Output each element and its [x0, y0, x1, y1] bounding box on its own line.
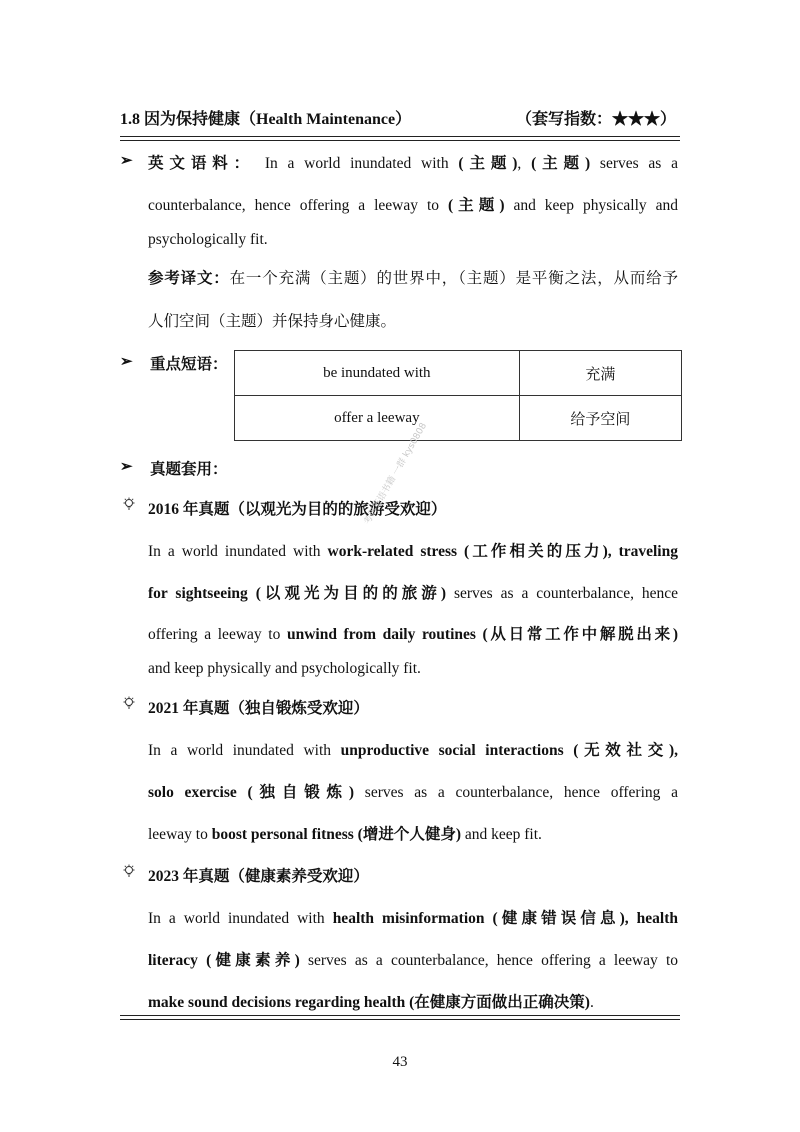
lightbulb-icon	[122, 696, 136, 714]
phrase-zh: 给予空间	[519, 396, 681, 441]
example-line: In a world inundated with health misinformation (健康错误信息), health	[148, 910, 678, 927]
corpus-line-2: counterbalance, hence offering a leeway to (主题) and keep physically and	[148, 197, 678, 214]
phrase-zh: 充满	[519, 351, 681, 396]
watermark: 考研英语书籍 一群 kys0808	[362, 421, 430, 527]
phrases-label: 重点短语：	[150, 356, 228, 373]
example-line: In a world inundated with work-related stress (工作相关的压力), traveling	[148, 543, 678, 560]
section-header	[120, 106, 680, 130]
table-row	[235, 351, 682, 396]
example-line: and keep physically and psychologically fit.	[148, 660, 421, 677]
page-number: 43	[392, 1054, 408, 1070]
header-rule-top	[120, 136, 680, 137]
corpus-label: 英文语料：	[148, 155, 256, 172]
example-line: In a world inundated with unproductive social interactions (无效社交),	[148, 742, 679, 759]
example-line: make sound decisions regarding health (在健康方面做出正确决策).	[148, 994, 594, 1011]
usage-label: 真题套用：	[150, 461, 228, 478]
translation-line-1: 参考译文：在一个充满（主题）的世界中，（主题）是平衡之法，从而给予	[148, 270, 678, 287]
phrase-en: offer a leeway	[235, 396, 520, 441]
example-line: solo exercise (独自锻炼) serves as a counterbalance, hence offering a	[148, 784, 678, 801]
footer-rule-top	[120, 1015, 680, 1016]
arrow-bullet-icon: ➢	[120, 153, 133, 169]
example-title: 2016 年真题（以观光为目的的旅游受欢迎）	[148, 501, 447, 518]
lightbulb-icon	[122, 497, 136, 515]
arrow-bullet-icon: ➢	[120, 459, 133, 475]
table-row	[235, 396, 682, 441]
example-line: literacy (健康素养) serves as a counterbalance, hence offering a leeway to	[148, 952, 678, 969]
example-line: for sightseeing (以观光为目的的旅游) serves as a counterbalance, hence	[148, 585, 679, 602]
phrases-table	[234, 350, 682, 441]
translation-line-2: 人们空间（主题）并保持身心健康。	[148, 313, 397, 330]
footer-rule-bottom	[120, 1019, 680, 1020]
corpus-line-3: psychologically fit.	[148, 231, 268, 248]
example-line: offering a leeway to unwind from daily routines (从日常工作中解脱出来)	[148, 626, 679, 643]
difficulty-rating: （套写指数：★★★）	[515, 111, 676, 128]
phrase-en: be inundated with	[235, 351, 520, 396]
translation-label: 参考译文：	[148, 270, 230, 287]
example-line: leeway to boost personal fitness (增进个人健身) and keep fit.	[148, 826, 542, 843]
lightbulb-icon	[122, 864, 136, 882]
example-title: 2023 年真题（健康素养受欢迎）	[148, 868, 369, 885]
corpus-line-1: 英文语料： In a world inundated with (主题), (主题) serves as a	[148, 155, 678, 172]
header-rule-bottom	[120, 140, 680, 141]
arrow-bullet-icon: ➢	[120, 354, 133, 370]
section-title: 1.8 因为保持健康（Health Maintenance）	[120, 111, 412, 128]
example-title: 2021 年真题（独自锻炼受欢迎）	[148, 700, 369, 717]
